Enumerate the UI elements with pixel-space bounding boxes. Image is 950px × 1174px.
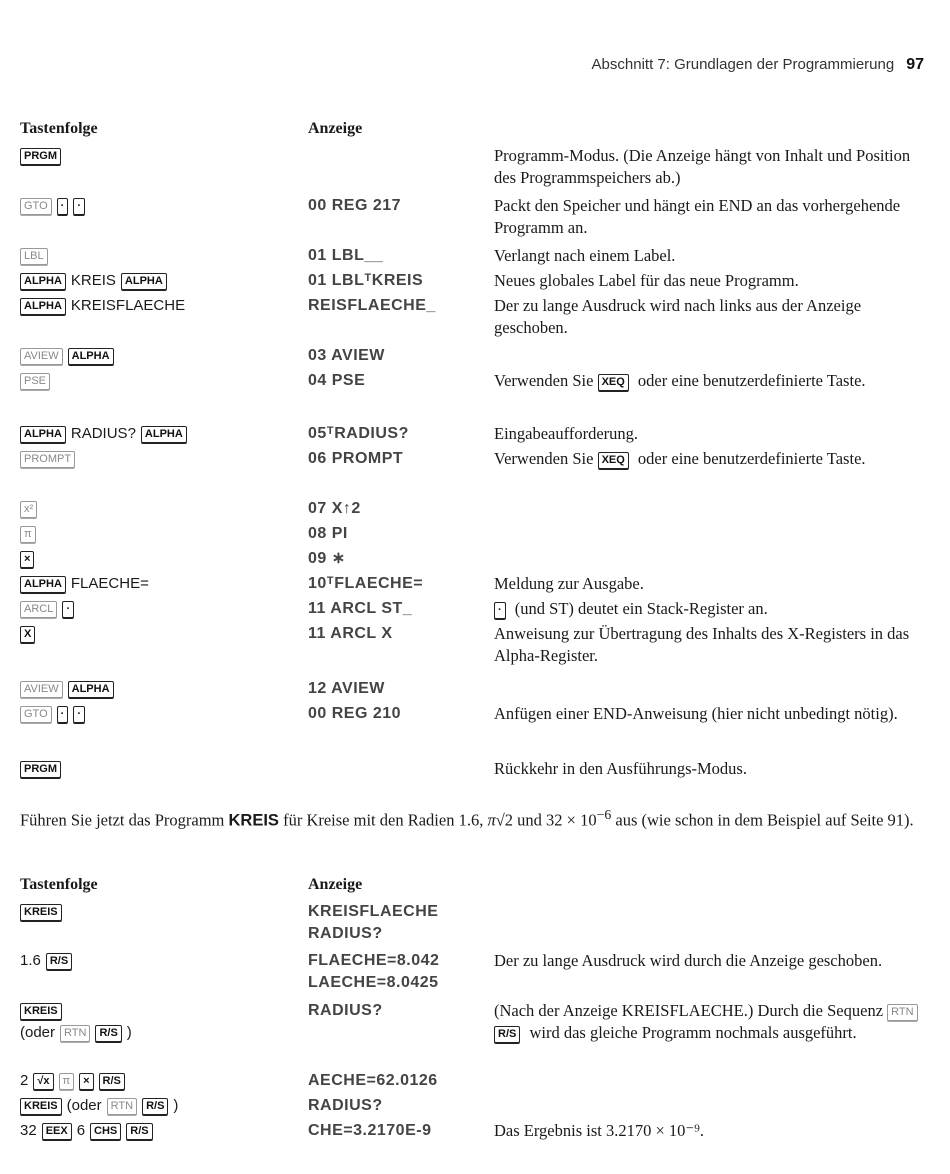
table1-display-3: 01 LBLᵀKREIS xyxy=(308,272,424,289)
table1-description-12: Meldung zur Ausgabe. xyxy=(494,574,644,593)
table2-description-2: (Nach der Anzeige KREISFLAECHE.) Durch die Sequenz RTN R/S wird das gleiche Programm nochmals ausgeführt. xyxy=(494,1000,934,1044)
calculator-key: X xyxy=(20,626,35,643)
table1-keys-12 xyxy=(20,573,154,595)
table1-keys-4 xyxy=(20,295,190,317)
calculator-key: XEQ xyxy=(598,374,629,391)
calculator-key: R/S xyxy=(46,953,72,970)
calculator-key: RTN xyxy=(887,1004,917,1021)
table1-keys-17 xyxy=(20,758,66,780)
key-text: 2 xyxy=(20,1072,29,1089)
calculator-key: AVIEW xyxy=(20,348,63,365)
calculator-key: GTO xyxy=(20,198,52,215)
calculator-key: ALPHA xyxy=(20,273,66,290)
page-header xyxy=(592,56,924,74)
calculator-key: · xyxy=(73,198,85,215)
table2-keys-3 xyxy=(20,1070,130,1092)
table1-display-15: 12 AVIEW xyxy=(308,680,385,697)
table1-display-6: 04 PSE xyxy=(308,372,366,389)
calculator-key: XEQ xyxy=(598,452,629,469)
calculator-key: PRGM xyxy=(20,148,61,165)
table1-display-4: REISFLAECHE_ xyxy=(308,297,436,314)
calculator-key: R/S xyxy=(95,1025,121,1042)
calculator-key: CHS xyxy=(90,1123,121,1140)
calculator-key: · xyxy=(73,706,85,723)
table1-keys-14 xyxy=(20,623,40,645)
table1-display-9: 07 X↑2 xyxy=(308,500,361,517)
calculator-key: ALPHA xyxy=(68,681,114,698)
calculator-key: ALPHA xyxy=(20,576,66,593)
calculator-key: ALPHA xyxy=(141,426,187,443)
calculator-key: KREIS xyxy=(20,904,62,921)
table1-keys-6 xyxy=(20,370,55,392)
section-title: Abschnitt 7: Grundlagen der Programmierung xyxy=(591,56,895,73)
key-text: KREIS xyxy=(70,272,116,289)
key-text: 6 xyxy=(76,1122,86,1139)
table1-description-4: Der zu lange Ausdruck wird nach links aus der Anzeige geschoben. xyxy=(494,296,862,337)
table1-display-1: 00 REG 217 xyxy=(308,197,402,214)
calculator-key: RTN xyxy=(107,1098,137,1115)
calculator-key: × xyxy=(20,551,34,568)
calculator-key: KREIS xyxy=(20,1003,62,1020)
table1-display-2: 01 LBL__ xyxy=(308,247,384,264)
table2-head-display: Anzeige xyxy=(308,876,363,893)
table2-keys-0 xyxy=(20,901,67,923)
table2-display-0: RADIUS? xyxy=(308,925,383,942)
table1-description-0: Programm-Modus. (Die Anzeige hängt von Inhalt und Position des Programmspeichers ab.) xyxy=(494,146,911,187)
calculator-key: ARCL xyxy=(20,601,57,618)
calculator-key: KREIS xyxy=(20,1098,62,1115)
key-text: FLAECHE= xyxy=(70,575,149,592)
table1-keys-7 xyxy=(20,423,192,445)
calculator-key: PRGM xyxy=(20,761,61,778)
calculator-key: · xyxy=(62,601,74,618)
calculator-key: RTN xyxy=(60,1025,90,1042)
body-paragraph: Führen Sie jetzt das Programm KREIS für Kreise mit den Radien 1.6, π√2 und $32 \times 10^{-6}$ aus (wie schon in dem Beispiel auf Seite 91). xyxy=(20,807,914,830)
table1-description-2: Verlangt nach einem Label. xyxy=(494,246,676,265)
table2-description-5: Das Ergebnis ist 3.2170 × 10⁻⁹. xyxy=(494,1121,704,1140)
table1-display-8: 06 PROMPT xyxy=(308,450,404,467)
key-text: KREISFLAECHE xyxy=(70,297,186,314)
table1-keys-10 xyxy=(20,523,41,545)
table1-display-12: 10ᵀFLAECHE= xyxy=(308,575,424,592)
table2-display-4: RADIUS? xyxy=(308,1097,383,1114)
calculator-key: ALPHA xyxy=(20,426,66,443)
calculator-key: π xyxy=(20,526,36,543)
table1-keys-9 xyxy=(20,498,42,520)
table1-keys-13 xyxy=(20,598,79,620)
table1-display-16: 00 REG 210 xyxy=(308,705,402,722)
key-text: ) xyxy=(126,1024,132,1041)
key-text: 32 xyxy=(20,1122,37,1139)
table1-keys-16 xyxy=(20,703,90,725)
table1-keys-8 xyxy=(20,448,80,470)
table2-description-1: Der zu lange Ausdruck wird durch die Anzeige geschoben. xyxy=(494,951,883,970)
table2-display-1: FLAECHE=8.042 xyxy=(308,952,440,969)
key-text: (oder xyxy=(66,1097,102,1114)
table2-keys-5 xyxy=(20,1120,158,1142)
table1-keys-2 xyxy=(20,245,53,267)
calculator-key: R/S xyxy=(99,1073,125,1090)
calculator-key: LBL xyxy=(20,248,48,265)
table2-display-5: CHE=3.2170E-9 xyxy=(308,1122,432,1139)
table1-description-6: Verwenden Sie XEQ oder eine benutzerdefinierte Taste. xyxy=(494,371,866,390)
calculator-key: PSE xyxy=(20,373,50,390)
table1-head-keys: Tastenfolge xyxy=(20,120,98,137)
calculator-key: π xyxy=(59,1073,75,1090)
table1-description-3: Neues globales Label für das neue Programm. xyxy=(494,271,799,290)
table1-display-7: 05ᵀRADIUS? xyxy=(308,425,409,442)
table1-description-17: Rückkehr in den Ausführungs-Modus. xyxy=(494,759,747,778)
key-text: 1.6 xyxy=(20,952,41,969)
calculator-key: EEX xyxy=(42,1123,72,1140)
table1-description-1: Packt den Speicher und hängt ein END an das vorhergehende Programm an. xyxy=(494,196,901,237)
table2-display-1: LAECHE=8.0425 xyxy=(308,974,439,991)
table1-description-16: Anfügen einer END-Anweisung (hier nicht unbedingt nötig). xyxy=(494,704,898,723)
table1-display-10: 08 PI xyxy=(308,525,348,542)
table1-display-5: 03 AVIEW xyxy=(308,347,385,364)
table1-keys-15 xyxy=(20,678,119,700)
calculator-key: R/S xyxy=(126,1123,152,1140)
table1-keys-11 xyxy=(20,548,39,570)
calculator-key: R/S xyxy=(142,1098,168,1115)
table2-keys-1 xyxy=(20,950,77,972)
calculator-key: AVIEW xyxy=(20,681,63,698)
table2-head-keys: Tastenfolge xyxy=(20,876,98,893)
table2-display-3: AECHE=62.0126 xyxy=(308,1072,438,1089)
calculator-key: ALPHA xyxy=(121,273,167,290)
table2-keys-2 xyxy=(20,1000,67,1022)
calculator-key: √x xyxy=(33,1073,53,1090)
calculator-key: ALPHA xyxy=(20,298,66,315)
table2-display-2: RADIUS? xyxy=(308,1002,383,1019)
calculator-key: ALPHA xyxy=(68,348,114,365)
table2-display-0: KREISFLAECHE xyxy=(308,903,439,920)
table1-keys-3 xyxy=(20,270,172,292)
calculator-key: · xyxy=(494,602,506,619)
calculator-key: PROMPT xyxy=(20,451,75,468)
table1-head-display: Anzeige xyxy=(308,120,363,137)
table1-display-14: 11 ARCL X xyxy=(308,625,393,642)
calculator-key: R/S xyxy=(494,1026,520,1043)
table1-description-7: Eingabeaufforderung. xyxy=(494,424,639,443)
program-name: KREIS xyxy=(228,811,279,830)
table1-keys-1 xyxy=(20,195,90,217)
table1-description-8: Verwenden Sie XEQ oder eine benutzerdefinierte Taste. xyxy=(494,449,866,468)
calculator-key: × xyxy=(79,1073,93,1090)
calculator-key: · xyxy=(57,706,69,723)
table1-keys-0 xyxy=(20,145,66,167)
calculator-key: · xyxy=(57,198,69,215)
table1-display-11: 09 ∗ xyxy=(308,550,346,567)
key-text: ) xyxy=(173,1097,179,1114)
table1-display-13: 11 ARCL ST_ xyxy=(308,600,413,617)
calculator-key: x² xyxy=(20,501,37,518)
page-number: 97 xyxy=(906,56,924,73)
table1-description-14: Anweisung zur Übertragung des Inhalts des X-Registers in das Alpha-Register. xyxy=(494,624,910,665)
table2-keys-line2-2 xyxy=(20,1022,137,1044)
key-text: (oder xyxy=(20,1024,56,1041)
table1-keys-5 xyxy=(20,345,119,367)
key-text: RADIUS? xyxy=(70,425,136,442)
calculator-key: GTO xyxy=(20,706,52,723)
table1-description-13: · (und ST) deutet ein Stack-Register an. xyxy=(494,598,934,620)
table2-keys-4 xyxy=(20,1095,183,1117)
